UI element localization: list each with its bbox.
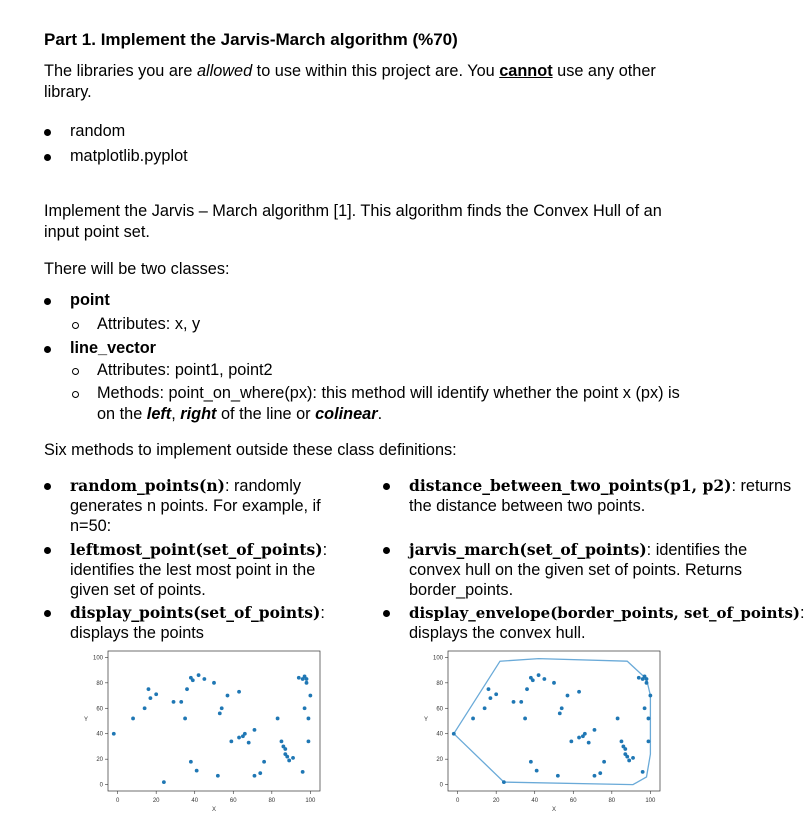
data-point: [623, 747, 627, 751]
data-point: [285, 755, 289, 759]
x-tick-label: 20: [152, 798, 160, 804]
x-tick-label: 80: [268, 798, 276, 804]
y-tick-label: 20: [96, 757, 103, 764]
sub-bullet-icon: [72, 391, 79, 398]
data-point: [471, 717, 475, 721]
data-point: [243, 732, 247, 736]
data-point: [648, 694, 652, 698]
data-point: [247, 741, 251, 745]
y-tick-label: 0: [439, 782, 443, 789]
data-point: [189, 760, 193, 764]
data-point: [195, 769, 199, 773]
data-point: [280, 739, 284, 743]
data-point: [494, 692, 498, 696]
data-point: [583, 732, 587, 736]
data-point: [308, 694, 312, 698]
y-tick-label: 40: [436, 731, 443, 738]
data-point: [291, 756, 295, 760]
bullet-dot-icon: [44, 129, 51, 136]
six-methods-text: Six methods to implement outside these class definitions:: [44, 441, 457, 459]
sub-bullet-icon: [72, 368, 79, 375]
x-tick-label: 100: [645, 798, 656, 804]
data-point: [519, 700, 523, 704]
data-point: [216, 774, 220, 778]
data-point: [552, 681, 556, 685]
y-tick-label: 80: [96, 680, 103, 687]
data-point: [587, 741, 591, 745]
data-point: [305, 677, 309, 681]
data-point: [149, 696, 153, 700]
allowed-emphasis: allowed: [196, 62, 253, 80]
x-tick-label: 40: [531, 798, 539, 804]
data-point: [556, 774, 560, 778]
data-point: [253, 728, 257, 732]
scatter-chart-points: [60, 645, 340, 820]
two-classes-text: There will be two classes:: [44, 260, 230, 278]
data-point: [483, 706, 487, 710]
data-point: [558, 711, 562, 715]
plot-frame: [108, 651, 320, 791]
implement-paragraph: Implement the Jarvis – March algorithm [1]. This algorithm finds the Convex Hull of an input point set.: [44, 202, 662, 241]
data-point: [643, 706, 647, 710]
data-point: [197, 673, 201, 677]
bullet-dot-icon: [383, 610, 390, 617]
plot-frame: [448, 651, 660, 791]
data-point: [185, 687, 189, 691]
x-tick-label: 0: [455, 798, 460, 804]
data-point: [577, 690, 581, 694]
data-point: [616, 717, 620, 721]
sub-bullet-icon: [72, 322, 79, 329]
x-axis-label: X: [551, 807, 557, 813]
bullet-dot-icon: [44, 346, 51, 353]
y-tick-label: 60: [436, 706, 443, 713]
section-heading: Part 1. Implement the Jarvis-March algorithm (%70): [44, 30, 458, 49]
data-point: [523, 717, 527, 721]
data-point: [179, 700, 183, 704]
data-point: [525, 687, 529, 691]
x-axis-label: X: [211, 807, 217, 813]
data-point: [212, 681, 216, 685]
data-point: [154, 692, 158, 696]
data-point: [487, 687, 491, 691]
x-tick-label: 100: [305, 798, 316, 804]
y-tick-label: 20: [436, 757, 443, 764]
data-point: [502, 780, 506, 784]
data-point: [489, 696, 493, 700]
data-point: [191, 678, 195, 682]
data-point: [537, 673, 541, 677]
data-point: [535, 769, 539, 773]
data-point: [303, 706, 307, 710]
y-tick-label: 100: [92, 655, 103, 662]
bullet-dot-icon: [44, 154, 51, 161]
data-point: [229, 739, 233, 743]
y-axis-label: Y: [423, 717, 429, 723]
data-point: [641, 770, 645, 774]
y-tick-label: 0: [99, 782, 103, 789]
data-point: [593, 728, 597, 732]
data-point: [172, 700, 176, 704]
data-point: [162, 780, 166, 784]
data-point: [307, 739, 311, 743]
data-point: [647, 739, 651, 743]
data-point: [577, 736, 581, 740]
data-point: [512, 700, 516, 704]
data-point: [301, 770, 305, 774]
data-point: [637, 676, 641, 680]
x-tick-label: 0: [115, 798, 120, 804]
data-point: [620, 739, 624, 743]
data-point: [531, 678, 535, 682]
data-point: [645, 677, 649, 681]
data-point: [305, 681, 309, 685]
data-point: [529, 760, 533, 764]
data-point: [276, 717, 280, 721]
data-point: [258, 771, 262, 775]
bullet-dot-icon: [383, 483, 390, 490]
data-point: [297, 676, 301, 680]
x-tick-label: 60: [229, 798, 237, 804]
data-point: [598, 771, 602, 775]
bullet-dot-icon: [44, 547, 51, 554]
convex-hull-line: [454, 659, 651, 785]
data-point: [307, 717, 311, 721]
data-point: [631, 756, 635, 760]
data-point: [287, 759, 291, 763]
data-point: [452, 732, 456, 736]
data-point: [542, 677, 546, 681]
data-point: [253, 774, 257, 778]
y-tick-label: 100: [432, 655, 443, 662]
data-point: [220, 706, 224, 710]
data-point: [237, 736, 241, 740]
data-point: [560, 706, 564, 710]
data-point: [647, 717, 651, 721]
x-tick-label: 60: [569, 798, 577, 804]
data-point: [645, 681, 649, 685]
data-point: [131, 717, 135, 721]
x-tick-label: 80: [608, 798, 616, 804]
cannot-emphasis: cannot: [499, 62, 553, 80]
data-point: [262, 760, 266, 764]
bullet-dot-icon: [44, 298, 51, 305]
data-point: [226, 694, 230, 698]
data-point: [625, 755, 629, 759]
bullet-dot-icon: [44, 483, 51, 490]
data-point: [602, 760, 606, 764]
y-axis-label: Y: [83, 717, 89, 723]
y-tick-label: 60: [96, 706, 103, 713]
bullet-dot-icon: [383, 547, 390, 554]
x-tick-label: 40: [191, 798, 199, 804]
bullet-dot-icon: [44, 610, 51, 617]
x-tick-label: 20: [492, 798, 500, 804]
data-point: [143, 706, 147, 710]
data-point: [237, 690, 241, 694]
document-page: Part 1. Implement the Jarvis-March algorithm (%70) The libraries you are allowed to use within this project are. You cannot use any other library. random matplotlib.pyplot Implement the Jarvis – March algorithm [1]. This algorithm finds the Convex Hull of an input point set. There will be two classes: point Attributes: x, y line_vector Attributes: point1, point2 Methods: point_on_where(px): this method will identify whether the point x (px) is on the left, right of the line or colinear. Six methods to implement outside these class definitions: random_points(n): randomly generates n points. For example, if n=50: leftmost_point(set_of_points): identifies the lest most point in the given set of points. display_points(set_of_points): displays the points distance_between_two_points(p1, p2): returns the distance between two points. jarvis_march(set_of_points): identifies the convex hull on the given set of points. Returns border_points. display_envelope(border_points, set_of_points): displays the convex hull. 0 20 40 60 80 100 0 20 40 60 80 100 X Y 0 20 40 60 80 100 0 20 40 60 80 100 X Y: [0, 0, 812, 823]
scatter-chart-convex-hull: [400, 645, 680, 820]
data-point: [112, 732, 116, 736]
data-point: [593, 774, 597, 778]
data-point: [283, 747, 287, 751]
data-point: [627, 759, 631, 763]
data-point: [569, 739, 573, 743]
libraries-paragraph: The libraries you are allowed to use within this project are. You cannot use any other library.: [44, 62, 656, 101]
data-point: [218, 711, 222, 715]
data-point: [566, 694, 570, 698]
y-tick-label: 80: [436, 680, 443, 687]
data-point: [202, 677, 206, 681]
y-tick-label: 40: [96, 731, 103, 738]
data-point: [147, 687, 151, 691]
data-point: [183, 717, 187, 721]
